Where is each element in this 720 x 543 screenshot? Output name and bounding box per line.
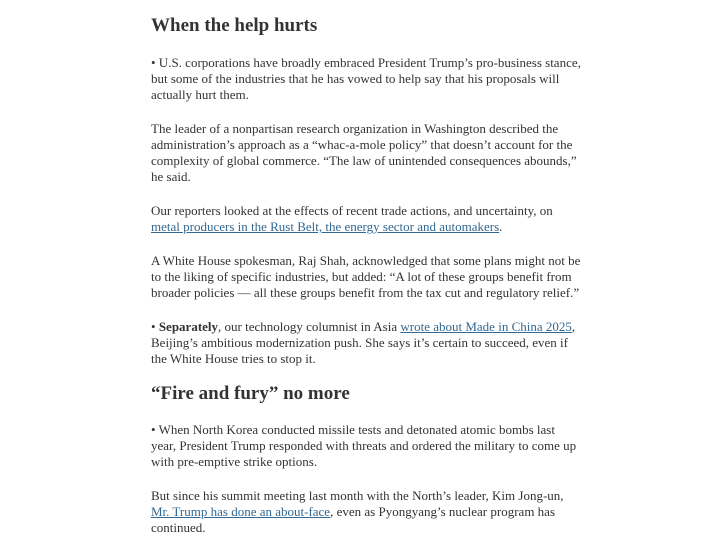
link-rust-belt-energy-automakers[interactable]: metal producers in the Rust Belt, the energy sector and automakers [151,219,500,234]
paragraph-white-house-spokesman: A White House spokesman, Raj Shah, acknowledged that some plans might not be to the liking of specific industries, but added: “A lot of these groups benefit from broader policies — all these groups benefit from the tax cut and regulatory relief.” [151,253,581,300]
link-about-face[interactable]: Mr. Trump has done an about-face [151,504,331,519]
link-made-in-china-2025[interactable]: wrote about Made in China 2025 [400,319,572,334]
bold-lead-in: Separately [158,319,219,334]
paragraph-reporters [151,203,581,235]
paragraph-reporters-end: . [499,219,503,234]
paragraph-corporations: • U.S. corporations have broadly embraced President Trump’s pro-business stance, but some of the industries that he has vowed to help say that his proposals will actually hurt them. [151,55,581,102]
paragraph-summit [151,488,581,536]
section-heading-fire-and-fury: “Fire and fury” no more [151,383,350,404]
paragraph-made-in-china-end: , Beijing’s ambitious modernization push. She says it’s certain to succeed, even if the White House tries to stop it. [151,319,576,366]
paragraph-made-in-china-text: , our technology columnist in Asia [218,319,401,334]
paragraph-north-korea: • When North Korea conducted missile tests and detonated atomic bombs last year, President Trump responded with threats and ordered the military to come up with pre-emptive strike options. [151,422,577,469]
section-heading-help-hurts: When the help hurts [151,15,318,36]
bullet: • [151,319,159,334]
paragraph-summit-end: , even as Pyongyang’s nuclear program has continued. [151,504,556,535]
paragraph-summit-text: But since his summit meeting last month with the North’s leader, Kim Jong-un, [151,488,564,503]
paragraph-reporters-text: Our reporters looked at the effects of recent trade actions, and uncertainty, on [151,203,553,218]
paragraph-research-leader: The leader of a nonpartisan research organization in Washington described the administration’s approach as a “whac-a-mole policy” that doesn’t account for the complexity of global commerce. “The law of unintended consequences abounds,” he said. [151,121,577,184]
paragraph-made-in-china [151,319,581,367]
